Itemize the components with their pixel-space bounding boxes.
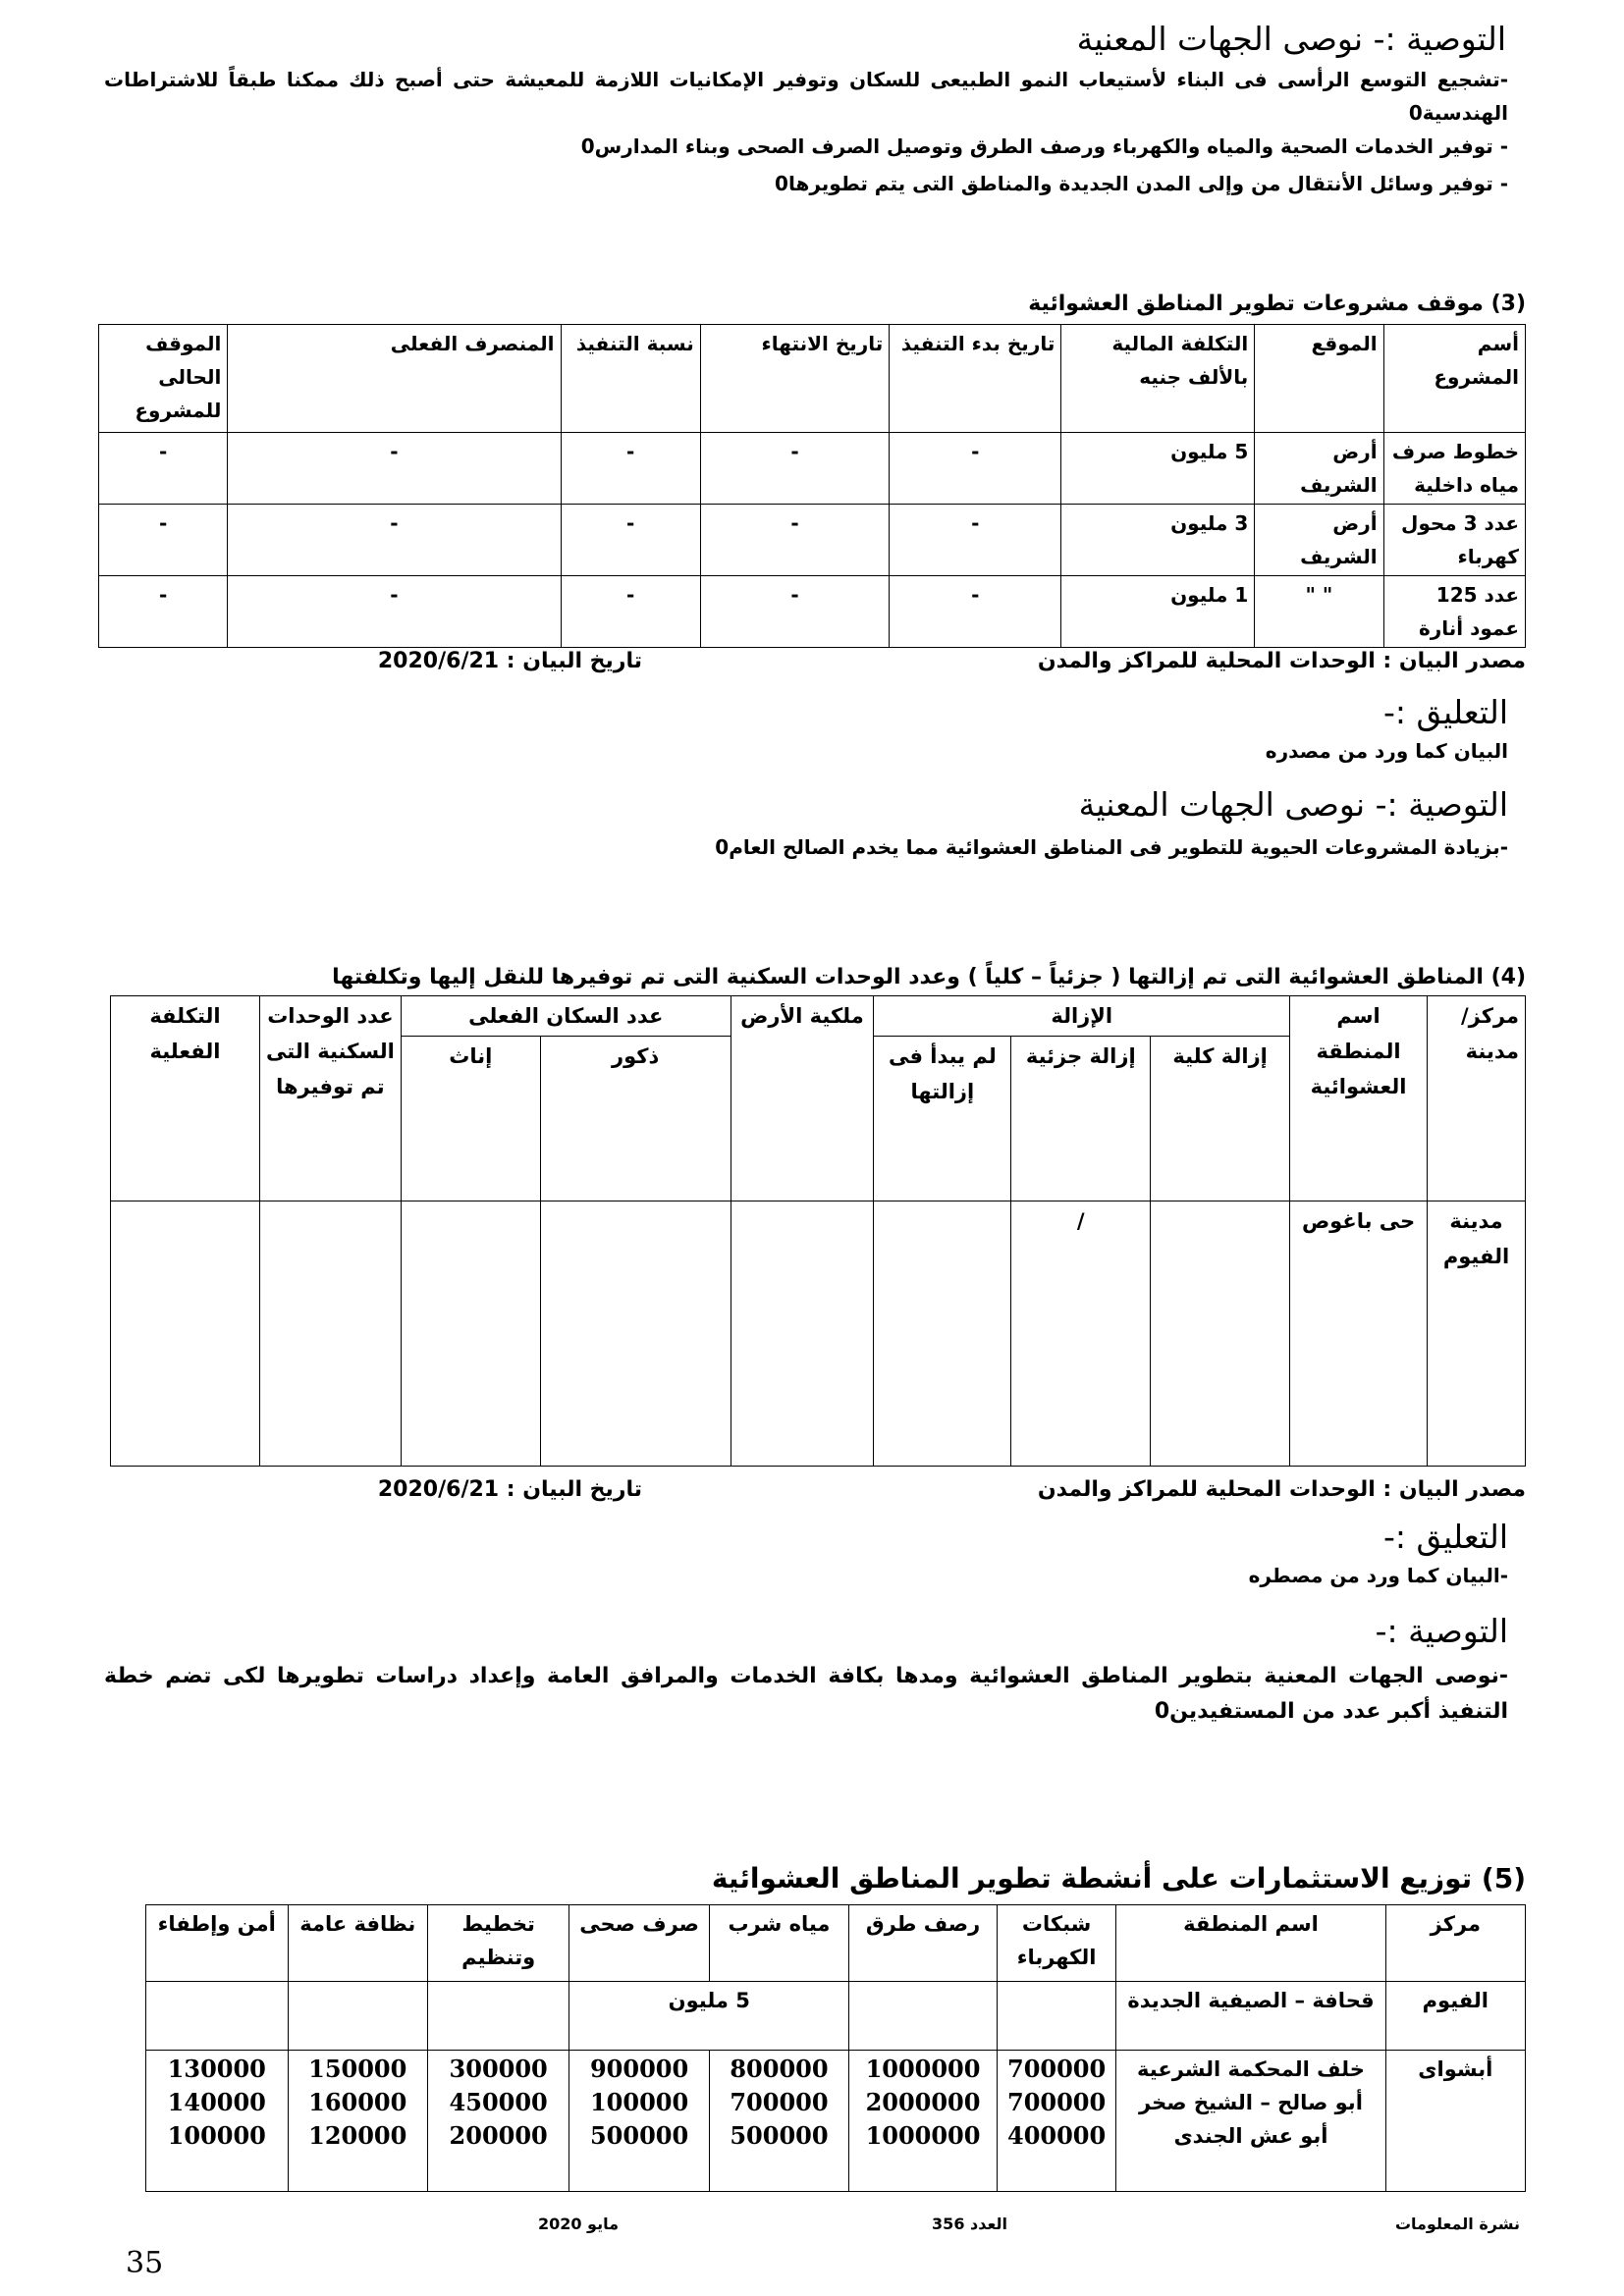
- data-date: تاريخ البيان : 2020/6/21: [377, 649, 642, 673]
- table-cell: أرض الشريف: [1255, 433, 1383, 505]
- column-header: إزالة جزئية: [1011, 1037, 1151, 1201]
- table-cell: -: [700, 576, 890, 648]
- column-header: التكلفة الفعلية: [111, 996, 260, 1201]
- table-cell: -: [228, 576, 561, 648]
- table-cell: -: [561, 433, 700, 505]
- table-cell: [259, 1201, 401, 1467]
- column-header: مياه شرب: [709, 1905, 848, 1982]
- table-cell: -: [700, 433, 890, 505]
- footer-publication: نشرة المعلومات: [1394, 2215, 1520, 2233]
- cell-value: 450000: [449, 2088, 548, 2116]
- comment-text: -البيان كما ورد من مصطره: [1248, 1564, 1508, 1587]
- recommendation-heading: التوصية :- نوصى الجهات المعنية: [1076, 20, 1506, 58]
- table-cell: عدد 3 محول كهرباء: [1383, 505, 1525, 576]
- table-row: [111, 1201, 1526, 1467]
- recommendation-line: -تشجيع التوسع الرأسى فى البناء لأستيعاب النمو الطبيعى للسكان وتوفير الإمكانيات اللازمة للمعيشة حتى أصبح ذلك ممكنا طبقاً للاشتراطات الهندسية0: [104, 68, 1508, 125]
- cell-value: 2000000: [865, 2088, 981, 2116]
- recommendation-line: -بزيادة المشروعات الحيوية للتطوير فى المناطق العشوائية مما يخدم الصالح العام0: [715, 835, 1508, 859]
- cell-value: 700000: [1007, 2088, 1107, 2116]
- section-title: (4) المناطق العشوائية التى تم إزالتها ( جزئياً – كلياً ) وعدد الوحدات السكنية التى تم توفيرها للنقل إليها وتكلفتها: [332, 965, 1526, 989]
- cell-value: 200000: [449, 2121, 548, 2150]
- footer-issue: العدد 356: [932, 2215, 1007, 2233]
- column-header: نسبة التنفيذ: [561, 325, 700, 433]
- recommendation-heading: التوصية :-: [1375, 1612, 1508, 1650]
- cell-value: 1000000: [865, 2055, 981, 2083]
- table-cell: [427, 1982, 568, 2051]
- column-header: الإزالة: [874, 996, 1290, 1037]
- table-cell: 1 مليون: [1061, 576, 1255, 648]
- table-cell: -: [99, 505, 228, 576]
- column-header: رصف طرق: [849, 1905, 998, 1982]
- table-cell: [997, 2051, 1115, 2192]
- column-header: المنصرف الفعلى: [228, 325, 561, 433]
- cell-value: 130000: [167, 2055, 266, 2083]
- cell-value: 150000: [308, 2055, 407, 2083]
- recommendation-line: - توفير الخدمات الصحية والمياه والكهرباء ورصف الطرق وتوصيل الصرف الصحى وبناء المدارس0: [580, 134, 1508, 158]
- table-cell: أبشواى: [1385, 2051, 1525, 2192]
- cell-value: 100000: [167, 2121, 266, 2150]
- table-row: [99, 433, 1526, 505]
- column-header: عدد السكان الفعلى: [401, 996, 731, 1037]
- table-cell: -: [228, 505, 561, 576]
- table-cell: 3 مليون: [1061, 505, 1255, 576]
- table-cell: [997, 1982, 1115, 2051]
- table-cell: [874, 1201, 1011, 1467]
- cell-value: 800000: [730, 2055, 829, 2083]
- recommendation-line: -نوصى الجهات المعنية بتطوير المناطق العشوائية ومدها بكافة الخدمات والمرافق العامة وإعداد دراسات تطويرها لكى تضم خطة التنفيذ أكبر عدد من المستفيدين0: [104, 1664, 1508, 1724]
- table-cell: -: [99, 576, 228, 648]
- column-header: اسم المنطقة العشوائية: [1290, 996, 1428, 1201]
- cell-value: 700000: [1007, 2055, 1107, 2083]
- table-cell: [540, 1201, 731, 1467]
- column-header: لم يبدأ فى إزالتها: [874, 1037, 1011, 1201]
- column-header: تاريخ بدء التنفيذ: [890, 325, 1061, 433]
- table-cell: 5 مليون: [569, 1982, 849, 2051]
- table-cell: -: [890, 576, 1061, 648]
- removed-areas-table: [110, 995, 1526, 1467]
- table-cell: -: [890, 505, 1061, 576]
- cell-value: 140000: [167, 2088, 266, 2116]
- table-cell: -: [890, 433, 1061, 505]
- data-date: تاريخ البيان : 2020/6/21: [377, 1477, 642, 1502]
- cell-value: 100000: [589, 2088, 689, 2116]
- column-header: إناث: [401, 1037, 540, 1201]
- table-header-row: [99, 325, 1526, 433]
- data-source: مصدر البيان : الوحدات المحلية للمراكز والمدن: [1037, 649, 1526, 673]
- cell-value: 700000: [730, 2088, 829, 2116]
- column-header: مركز/مدينة: [1428, 996, 1526, 1201]
- table-row: [99, 576, 1526, 648]
- recommendation-heading: التوصية :- نوصى الجهات المعنية: [1078, 785, 1508, 824]
- table-cell: -: [99, 433, 228, 505]
- area-name: خلف المحكمة الشرعية: [1137, 2057, 1365, 2081]
- column-header: مركز: [1385, 1905, 1525, 1982]
- table-cell: /: [1011, 1201, 1151, 1467]
- table-cell: [111, 1201, 260, 1467]
- table-header-row: [146, 1905, 1526, 1982]
- table-cell: " ": [1255, 576, 1383, 648]
- column-header: صرف صحى: [569, 1905, 709, 1982]
- column-header: إزالة كلية: [1151, 1037, 1290, 1201]
- column-header: تاريخ الانتهاء: [700, 325, 890, 433]
- data-source: مصدر البيان : الوحدات المحلية للمراكز والمدن: [1037, 1477, 1526, 1502]
- table-cell: [849, 2051, 998, 2192]
- cell-value: 400000: [1007, 2121, 1107, 2150]
- column-header: شبكات الكهرباء: [997, 1905, 1115, 1982]
- table-row: [146, 1982, 1526, 2051]
- table-cell: [146, 2051, 289, 2192]
- comment-heading: التعليق :-: [1382, 693, 1508, 731]
- table-row: [146, 2051, 1526, 2192]
- table-cell: حى باغوص: [1290, 1201, 1428, 1467]
- table-cell: [146, 1982, 289, 2051]
- cell-value: 160000: [308, 2088, 407, 2116]
- column-header: اسم المنطقة: [1116, 1905, 1385, 1982]
- table-cell: -: [228, 433, 561, 505]
- investments-table: [145, 1904, 1526, 2192]
- column-header: نظافة عامة: [288, 1905, 427, 1982]
- cell-value: 500000: [589, 2121, 689, 2150]
- recommendation-line: - توفير وسائل الأنتقال من وإلى المدن الجديدة والمناطق التى يتم تطويرها0: [775, 172, 1508, 195]
- table-cell: الفيوم: [1385, 1982, 1525, 2051]
- cell-value: 500000: [730, 2121, 829, 2150]
- projects-table: [98, 324, 1526, 648]
- table-cell: [849, 1982, 998, 2051]
- cell-value: 120000: [308, 2121, 407, 2150]
- area-name: أبو عش الجندى: [1173, 2124, 1328, 2148]
- table-cell: [427, 2051, 568, 2192]
- footer-date: مايو 2020: [537, 2215, 619, 2233]
- table-row: [99, 505, 1526, 576]
- table-cell: [401, 1201, 540, 1467]
- table-header-row: [111, 996, 1526, 1037]
- table-cell: [709, 2051, 848, 2192]
- area-name: أبو صالح – الشيخ صخر: [1139, 2091, 1363, 2114]
- section-title: (5) توزيع الاستثمارات على أنشطة تطوير المناطق العشوائية: [711, 1862, 1526, 1895]
- section-title: (3) موقف مشروعات تطوير المناطق العشوائية: [1028, 292, 1526, 316]
- table-cell: [288, 1982, 427, 2051]
- table-cell: [288, 2051, 427, 2192]
- column-header: عدد الوحدات السكنية التى تم توفيرها: [259, 996, 401, 1201]
- table-cell: -: [561, 576, 700, 648]
- column-header: أمن وإطفاء: [146, 1905, 289, 1982]
- table-cell: -: [561, 505, 700, 576]
- table-cell: أرض الشريف: [1255, 505, 1383, 576]
- comment-heading: التعليق :-: [1382, 1518, 1508, 1556]
- cell-value: 1000000: [865, 2121, 981, 2150]
- table-cell: عدد 125 عمود أنارة: [1383, 576, 1525, 648]
- column-header: أسم المشروع: [1383, 325, 1525, 433]
- table-cell: [1151, 1201, 1290, 1467]
- table-cell: -: [700, 505, 890, 576]
- column-header: الموقع: [1255, 325, 1383, 433]
- column-header: تخطيط وتنظيم: [427, 1905, 568, 1982]
- page-number: 35: [126, 2246, 164, 2280]
- column-header: التكلفة المالية بالألف جنيه: [1061, 325, 1255, 433]
- comment-text: البيان كما ورد من مصدره: [1265, 739, 1508, 763]
- table-cell: قحافة – الصيفية الجديدة: [1116, 1982, 1385, 2051]
- column-header: الموقف الحالى للمشروع: [99, 325, 228, 433]
- table-cell: 5 مليون: [1061, 433, 1255, 505]
- table-cell: [569, 2051, 709, 2192]
- cell-value: 900000: [589, 2055, 689, 2083]
- table-cell: [1116, 2051, 1385, 2192]
- column-header: ذكور: [540, 1037, 731, 1201]
- cell-value: 300000: [449, 2055, 548, 2083]
- table-cell: [731, 1201, 874, 1467]
- table-cell: مدينة الفيوم: [1428, 1201, 1526, 1467]
- table-cell: خطوط صرف مياه داخلية: [1383, 433, 1525, 505]
- column-header: ملكية الأرض: [731, 996, 874, 1201]
